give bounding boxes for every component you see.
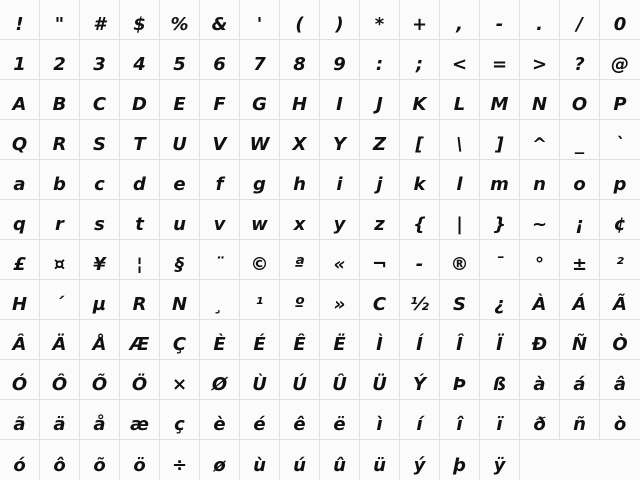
glyph-cell: ¹ [240,280,280,319]
glyph-cell: b [40,160,80,199]
glyph-cell: ¸ [200,280,240,319]
glyph-cell: Y [320,120,360,159]
glyph-cell: ] [480,120,520,159]
glyph-cell: Ë [320,320,360,359]
glyph-cell: 8 [280,40,320,79]
glyph-cell: Á [560,280,600,319]
glyph-cell: | [440,200,480,239]
glyph-cell: É [240,320,280,359]
glyph-cell: : [360,40,400,79]
glyph-cell: { [400,200,440,239]
glyph-cell: w [240,200,280,239]
glyph-cell: ¡ [560,200,600,239]
glyph-cell: Î [440,320,480,359]
glyph-cell: @ [611,54,629,75]
glyph-cell: R [40,120,80,159]
glyph-cell: N [520,80,560,119]
glyph-cell: ´ [40,280,80,319]
glyph-cell: ? [560,40,600,79]
glyph-cell: A [0,80,40,119]
charmap-row [0,280,640,320]
glyph-cell: C [360,280,400,319]
glyph-cell: ß [480,360,520,399]
glyph-cell: ! [0,0,40,39]
glyph-cell: Â [0,320,40,359]
glyph-cell: 5 [160,40,200,79]
charmap-row [0,160,640,200]
glyph-cell: Ø [200,360,240,399]
glyph-cell: & [200,0,240,39]
glyph-cell: Ý [400,360,440,399]
glyph-cell: ¿ [480,280,520,319]
glyph-cell: c [80,160,120,199]
glyph-cell: I [320,80,360,119]
glyph-cell: J [360,80,400,119]
glyph-cell: ` [615,134,625,155]
glyph-cell: ¯ [480,240,520,279]
glyph-cell: 7 [240,40,280,79]
glyph-cell: µ [80,280,120,319]
glyph-cell: g [240,160,280,199]
glyph-cell: Í [400,320,440,359]
glyph-cell: ^ [520,120,560,159]
glyph-cell: á [560,360,600,399]
glyph-cell: Ú [280,360,320,399]
glyph-cell: ( [280,0,320,39]
charmap-row [0,40,640,80]
glyph-cell: ë [320,400,360,439]
glyph-cell: m [480,160,520,199]
glyph-cell: > [520,40,560,79]
glyph-cell: Ñ [560,320,600,359]
glyph-cell: æ [120,400,160,439]
glyph-cell: Þ [440,360,480,399]
glyph-cell: x [280,200,320,239]
glyph-cell: Ì [360,320,400,359]
glyph-cell: 6 [200,40,240,79]
glyph-cell: î [440,400,480,439]
glyph-cell: Ó [0,360,40,399]
glyph-cell: i [320,160,360,199]
glyph-cell: Z [360,120,400,159]
charmap-row [0,120,640,160]
glyph-cell: © [240,240,280,279]
glyph-cell: o [560,160,600,199]
glyph-cell: = [480,40,520,79]
glyph-cell: ô [40,440,80,480]
glyph-cell: [ [400,120,440,159]
glyph-cell: ç [160,400,200,439]
glyph-cell: K [400,80,440,119]
glyph-cell: Õ [80,360,120,399]
glyph-cell: H [280,80,320,119]
glyph-cell: z [360,200,400,239]
glyph-cell: O [560,80,600,119]
glyph-cell: H [0,280,40,319]
glyph-cell: Å [80,320,120,359]
glyph-cell: § [160,240,200,279]
glyph-cell: p [613,174,627,195]
glyph-cell: À [520,280,560,319]
glyph-cell: ð [520,400,560,439]
glyph-cell: ½ [400,280,440,319]
glyph-cell: h [280,160,320,199]
glyph-cell: ¢ [613,214,627,235]
glyph-cell: ä [40,400,80,439]
glyph-cell: f [200,160,240,199]
glyph-cell: + [400,0,440,39]
glyph-cell: Ô [40,360,80,399]
glyph-cell: D [120,80,160,119]
glyph-cell: M [480,80,520,119]
glyph-cell: ª [280,240,320,279]
charmap-row [0,80,640,120]
glyph-cell: - [400,240,440,279]
glyph-cell: ò [613,414,627,435]
glyph-cell: å [80,400,120,439]
glyph-cell: ÿ [480,440,520,480]
glyph-cell: ü [360,440,400,480]
glyph-cell: % [160,0,200,39]
glyph-cell: è [200,400,240,439]
glyph-cell: < [440,40,480,79]
glyph-cell: ÷ [160,440,200,480]
glyph-cell: e [160,160,200,199]
glyph-cell: . [520,0,560,39]
glyph-cell: L [440,80,480,119]
glyph-cell: S [440,280,480,319]
glyph-cell: ê [280,400,320,439]
glyph-cell: W [240,120,280,159]
glyph-cell: u [160,200,200,239]
glyph-cell: ó [0,440,40,480]
charmap-row [0,200,640,240]
glyph-cell: a [0,160,40,199]
glyph-cell: Û [320,360,360,399]
glyph-cell: d [120,160,160,199]
glyph-cell: û [320,440,360,480]
glyph-cell: » [320,280,360,319]
glyph-cell: T [120,120,160,159]
glyph-cell: é [240,400,280,439]
glyph-cell: Ê [280,320,320,359]
glyph-cell: G [240,80,280,119]
glyph-cell: q [0,200,40,239]
glyph-cell: ï [480,400,520,439]
glyph-cell: ¦ [120,240,160,279]
glyph-cell: 9 [320,40,360,79]
glyph-cell: / [560,0,600,39]
glyph-cell: ° [520,240,560,279]
glyph-cell: õ [80,440,120,480]
charmap-row [0,320,640,360]
glyph-cell: " [40,0,80,39]
glyph-cell: # [80,0,120,39]
glyph-cell: _ [560,120,600,159]
glyph-cell: ú [280,440,320,480]
charmap-row [0,360,640,400]
glyph-cell: þ [440,440,480,480]
glyph-cell: È [200,320,240,359]
glyph-cell: ¨ [200,240,240,279]
glyph-cell: 4 [120,40,160,79]
glyph-cell: Q [0,120,40,159]
glyph-cell: Ü [360,360,400,399]
glyph-cell: Ò [612,334,628,355]
glyph-cell: ã [0,400,40,439]
glyph-cell: 1 [0,40,40,79]
glyph-cell: } [480,200,520,239]
glyph-cell: ) [320,0,360,39]
glyph-cell: * [360,0,400,39]
glyph-cell: 0 [613,14,627,35]
glyph-cell: ¬ [360,240,400,279]
glyph-cell: Ä [40,320,80,359]
glyph-cell: Ù [240,360,280,399]
charmap-row [0,440,640,480]
glyph-cell: Ï [480,320,520,359]
glyph-cell: ® [440,240,480,279]
charmap-row [0,400,640,440]
empty-cells [520,440,640,480]
glyph-cell: P [613,94,627,115]
glyph-cell: ö [120,440,160,480]
glyph-cell: ø [200,440,240,480]
glyph-cell: à [520,360,560,399]
glyph-cell: × [160,360,200,399]
glyph-cell: v [200,200,240,239]
glyph-cell: ù [240,440,280,480]
glyph-cell: R [120,280,160,319]
glyph-cell: í [400,400,440,439]
glyph-cell: U [160,120,200,159]
glyph-cell: ; [400,40,440,79]
glyph-cell: â [613,374,627,395]
glyph-cell: Ç [160,320,200,359]
glyph-cell: s [80,200,120,239]
glyph-cell: « [320,240,360,279]
glyph-cell: ± [560,240,600,279]
glyph-cell: t [120,200,160,239]
glyph-cell: y [320,200,360,239]
glyph-cell: X [280,120,320,159]
glyph-cell: F [200,80,240,119]
glyph-cell: ì [360,400,400,439]
glyph-cell: Æ [120,320,160,359]
glyph-cell: l [440,160,480,199]
glyph-cell: Ð [520,320,560,359]
glyph-cell: ¤ [40,240,80,279]
glyph-cell: ' [240,0,280,39]
charmap-row [0,0,640,40]
glyph-cell: N [160,280,200,319]
glyph-cell: ~ [520,200,560,239]
glyph-cell: \ [440,120,480,159]
glyph-cell: - [480,0,520,39]
glyph-cell: ñ [560,400,600,439]
glyph-cell: ý [400,440,440,480]
glyph-cell: £ [0,240,40,279]
glyph-cell: 2 [40,40,80,79]
glyph-cell: C [80,80,120,119]
glyph-cell: B [40,80,80,119]
glyph-cell: , [440,0,480,39]
glyph-cell: j [360,160,400,199]
glyph-cell: V [200,120,240,159]
glyph-cell: k [400,160,440,199]
glyph-cell: r [40,200,80,239]
glyph-cell: E [160,80,200,119]
glyph-cell: Ã [613,294,627,315]
glyph-cell: º [280,280,320,319]
glyph-cell: S [80,120,120,159]
glyph-cell: n [520,160,560,199]
glyph-cell: 3 [80,40,120,79]
glyph-cell: ² [616,254,624,275]
glyph-cell: Ö [120,360,160,399]
glyph-cell: ¥ [80,240,120,279]
glyph-cell: $ [120,0,160,39]
charmap-row [0,240,640,280]
